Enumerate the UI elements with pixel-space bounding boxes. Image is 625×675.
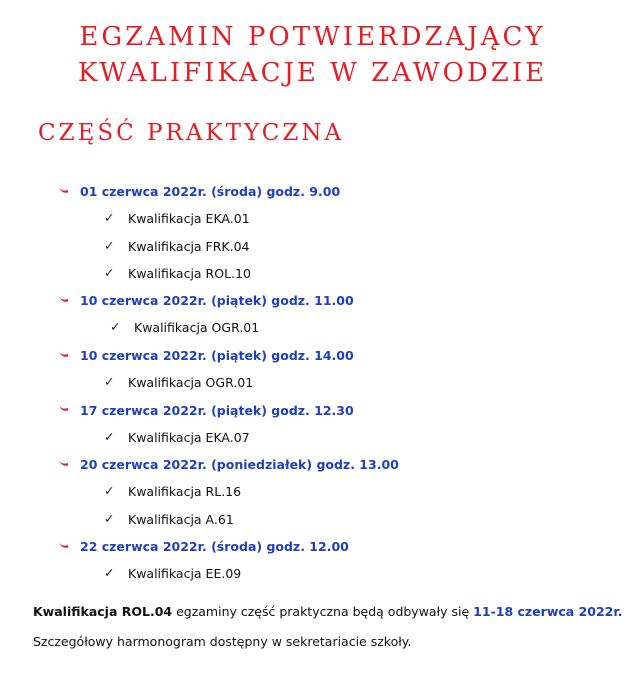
qualification-item <box>0 233 625 260</box>
qualification-label: Kwalifikacja EKA.07 <box>128 429 250 445</box>
note-secretariat: Szczegółowy harmonogram dostępny w sekretariacie szkoły. <box>33 634 412 649</box>
checkmark-icon: ✓ <box>104 565 115 581</box>
checkmark-icon: ✓ <box>104 237 115 253</box>
exam-schedule-list <box>0 178 625 587</box>
schedule-date-text: 10 czerwca 2022r. (piątek) godz. 14.00 <box>80 347 354 363</box>
note-dates: 11-18 czerwca 2022r. <box>473 604 623 619</box>
checkmark-icon: ✓ <box>104 510 115 526</box>
checkmark-icon: ✓ <box>104 264 115 280</box>
qualification-label: Kwalifikacja OGR.01 <box>134 320 260 336</box>
schedule-date-item <box>0 287 625 314</box>
qualification-label: Kwalifikacja EKA.01 <box>128 211 250 227</box>
schedule-date-item <box>0 178 625 205</box>
curved-arrow-bullet-icon <box>58 541 69 549</box>
qualification-item <box>0 260 625 287</box>
schedule-date-item <box>0 451 625 478</box>
curved-arrow-bullet-icon <box>58 404 69 412</box>
curved-arrow-bullet-icon <box>58 295 69 303</box>
page-title-line-1: EGZAMIN POTWIERDZAJĄCY <box>79 22 546 52</box>
qualification-item <box>0 205 625 232</box>
schedule-date-item <box>0 396 625 423</box>
qualification-item <box>0 478 625 505</box>
qualification-item <box>0 369 625 396</box>
schedule-date-item <box>0 342 625 369</box>
section-title: CZĘŚĆ PRAKTYCZNA <box>38 120 345 146</box>
schedule-date-text: 10 czerwca 2022r. (piątek) godz. 11.00 <box>80 293 354 309</box>
qualification-label: Kwalifikacja A.61 <box>128 511 234 527</box>
note-qualification: Kwalifikacja ROL.04 <box>33 604 173 619</box>
page-title-line-2: KWALIFIKACJE W ZAWODZIE <box>77 58 548 88</box>
qualification-label: Kwalifikacja FRK.04 <box>128 238 250 254</box>
qualification-label: Kwalifikacja OGR.01 <box>128 375 254 391</box>
qualification-label: Kwalifikacja RL.16 <box>128 484 242 500</box>
note-rol04 <box>33 604 623 619</box>
curved-arrow-bullet-icon <box>58 350 69 358</box>
qualification-label: Kwalifikacja EE.09 <box>128 566 242 582</box>
checkmark-icon: ✓ <box>104 210 115 226</box>
checkmark-icon: ✓ <box>104 428 115 444</box>
schedule-date-text: 20 czerwca 2022r. (poniedziałek) godz. 13.00 <box>80 457 399 473</box>
checkmark-icon: ✓ <box>104 374 115 390</box>
qualification-item <box>0 506 625 533</box>
curved-arrow-bullet-icon <box>58 459 69 467</box>
checkmark-icon: ✓ <box>104 483 115 499</box>
qualification-label: Kwalifikacja ROL.10 <box>128 265 251 281</box>
schedule-date-text: 22 czerwca 2022r. (środa) godz. 12.00 <box>80 539 349 554</box>
schedule-date-text: 01 czerwca 2022r. (środa) godz. 9.00 <box>80 184 341 200</box>
curved-arrow-bullet-icon <box>58 186 69 194</box>
schedule-date-item <box>0 533 625 560</box>
qualification-item <box>0 560 625 587</box>
checkmark-icon: ✓ <box>110 319 121 335</box>
qualification-item <box>0 314 625 341</box>
qualification-item <box>0 424 625 451</box>
schedule-date-text: 17 czerwca 2022r. (piątek) godz. 12.30 <box>80 402 354 418</box>
note-text: egzaminy część praktyczna będą odbywały się <box>172 604 474 619</box>
